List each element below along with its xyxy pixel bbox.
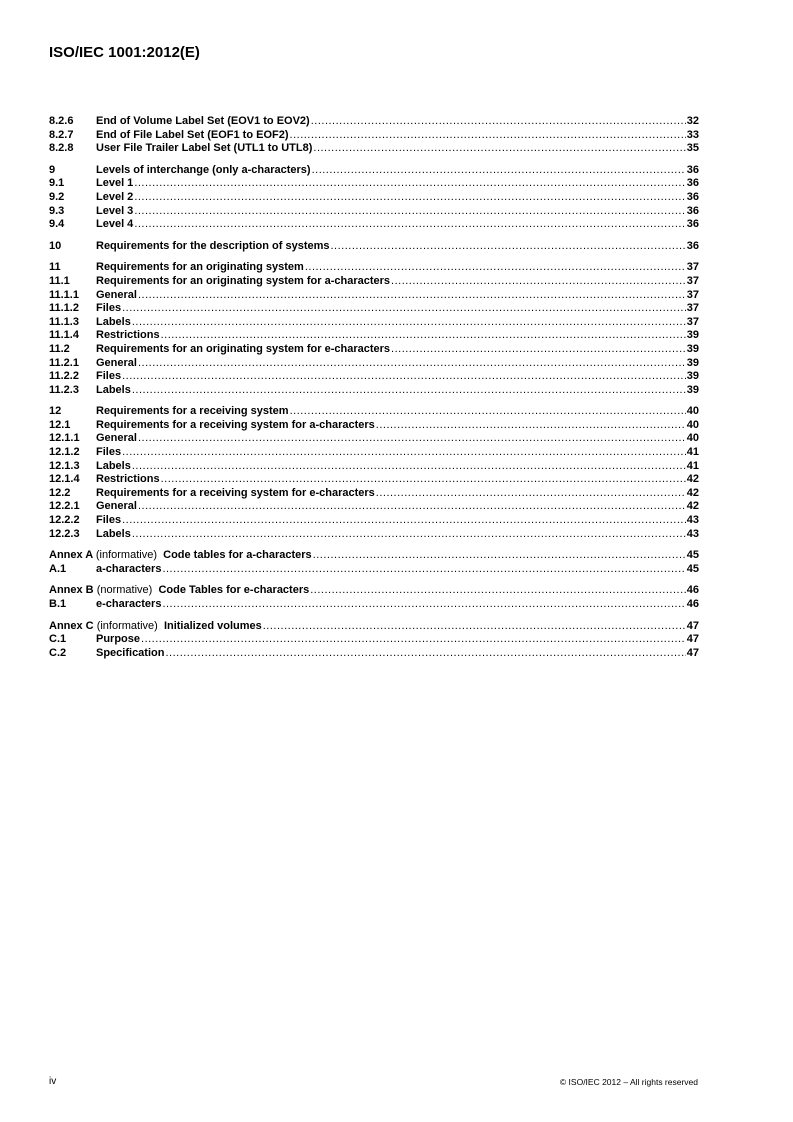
- toc-dot-leader: [391, 275, 686, 289]
- toc-entry-title: Labels: [96, 315, 131, 328]
- toc-dot-leader: [134, 218, 685, 232]
- toc-entry-number: 11.2.1: [49, 356, 79, 369]
- toc-entry-page: 41: [686, 446, 699, 459]
- toc-entry-number: 8.2.7: [49, 128, 74, 141]
- toc-entry-page: 45: [686, 562, 699, 575]
- toc-dot-leader: [161, 329, 686, 343]
- toc-entry-title: Labels: [96, 459, 131, 472]
- toc-entry-title: Code Tables for e-characters: [158, 584, 310, 597]
- toc-entry[interactable]: [49, 647, 699, 661]
- toc-dot-leader: [290, 129, 686, 143]
- toc-entry[interactable]: [49, 549, 699, 563]
- toc-entry-number: 11.1.2: [49, 302, 79, 315]
- toc-entry[interactable]: [49, 129, 699, 143]
- toc-dot-leader: [122, 370, 686, 384]
- toc-entry[interactable]: [49, 500, 699, 514]
- toc-entry-title: Initialized volumes: [163, 619, 262, 632]
- document-id-header: ISO/IEC 1001:2012(E): [49, 44, 200, 61]
- toc-entry-title: Restrictions: [96, 473, 160, 486]
- toc-entry-page: 37: [686, 261, 699, 274]
- toc-entry[interactable]: [49, 357, 699, 371]
- toc-entry-title: Requirements for an originating system: [96, 261, 304, 274]
- toc-entry-number: 9.1: [49, 177, 65, 190]
- toc-annex-title: [49, 584, 309, 598]
- toc-dot-leader: [134, 191, 685, 205]
- toc-entry-title: Labels: [96, 383, 131, 396]
- toc-dot-leader: [310, 584, 686, 598]
- toc-dot-leader: [162, 598, 685, 612]
- toc-entry-page: 42: [686, 486, 699, 499]
- toc-entry-title: Level 1: [96, 177, 134, 190]
- toc-entry-page: 36: [686, 163, 699, 176]
- toc-dot-leader: [391, 343, 686, 357]
- toc-entry-number: 8.2.8: [49, 142, 74, 155]
- toc-entry[interactable]: [49, 218, 699, 232]
- toc-dot-leader: [138, 500, 686, 514]
- toc-dot-leader: [312, 164, 686, 178]
- toc-entry-number: 8.2.6: [49, 115, 74, 127]
- toc-dot-leader: [331, 240, 686, 254]
- toc-entry-title: Files: [96, 514, 122, 527]
- toc-entry-title: Levels of interchange (only a-characters): [96, 163, 311, 176]
- toc-annex-title: [49, 549, 312, 563]
- toc-dot-leader: [263, 620, 686, 634]
- toc-entry-number: 12.1.3: [49, 459, 80, 472]
- toc-entry-page: 40: [686, 418, 699, 431]
- toc-entry-title: General: [96, 432, 137, 445]
- toc-entry-title: Files: [96, 446, 122, 459]
- toc-entry-page: 39: [686, 370, 699, 383]
- toc-entry-page: 37: [686, 302, 699, 315]
- toc-dot-leader: [138, 432, 686, 446]
- toc-dot-leader: [132, 528, 686, 542]
- toc-dot-leader: [376, 419, 686, 433]
- toc-entry-title: Restrictions: [96, 329, 160, 342]
- toc-entry-number: 9.2: [49, 190, 65, 203]
- toc-entry-page: 37: [686, 274, 699, 287]
- toc-dot-leader: [134, 205, 685, 219]
- toc-entry[interactable]: [49, 405, 699, 419]
- toc-dot-leader: [138, 357, 686, 371]
- toc-dot-leader: [132, 316, 686, 330]
- toc-entry[interactable]: [49, 329, 699, 343]
- toc-entry-page: 42: [686, 500, 699, 513]
- toc-entry[interactable]: [49, 261, 699, 275]
- toc-entry-page: 40: [686, 405, 699, 418]
- toc-entry-number: 11.2.2: [49, 370, 79, 383]
- toc-annex-label: Annex B: [49, 584, 94, 597]
- toc-entry[interactable]: [49, 598, 699, 612]
- toc-dot-leader: [313, 549, 686, 563]
- toc-entry-page: 47: [686, 619, 699, 632]
- toc-entry[interactable]: [49, 164, 699, 178]
- toc-entry-title: General: [96, 356, 137, 369]
- toc-entry-number: 11.2.3: [49, 383, 79, 396]
- toc-entry[interactable]: [49, 528, 699, 542]
- toc-dot-leader: [138, 289, 686, 303]
- toc-entry[interactable]: [49, 384, 699, 398]
- toc-entry-number: 11.2: [49, 342, 70, 355]
- toc-dot-leader: [141, 633, 686, 647]
- toc-entry-page: 36: [686, 204, 699, 217]
- toc-entry-title: Files: [96, 370, 122, 383]
- toc-entry-title: Requirements for the description of systems: [96, 239, 330, 252]
- table-of-contents: [49, 115, 699, 660]
- toc-entry-number: 12: [49, 405, 62, 418]
- toc-entry-number: 12.1.4: [49, 473, 80, 486]
- toc-entry-number: 12.1: [49, 418, 71, 431]
- toc-entry-title: Purpose: [96, 633, 141, 646]
- toc-dot-leader: [132, 384, 686, 398]
- toc-entry-number: 11.1.3: [49, 315, 79, 328]
- toc-annex-type: (informative): [95, 549, 157, 562]
- toc-dot-leader: [162, 563, 685, 577]
- toc-dot-leader: [122, 514, 686, 528]
- toc-entry-title: Level 4: [96, 218, 134, 231]
- toc-entry[interactable]: [49, 275, 699, 289]
- toc-entry-title: End of Volume Label Set (EOV1 to EOV2): [96, 115, 310, 127]
- toc-entry-title: Requirements for a receiving system: [96, 405, 289, 418]
- toc-annex-type: (informative): [96, 619, 158, 632]
- toc-entry-page: 43: [686, 527, 699, 540]
- toc-entry-title: e-characters: [96, 598, 162, 610]
- toc-entry[interactable]: [49, 370, 699, 384]
- toc-dot-leader: [122, 302, 686, 316]
- toc-entry-page: 36: [686, 239, 699, 252]
- toc-annex-title: [49, 620, 262, 634]
- footer-copyright: © ISO/IEC 2012 – All rights reserved: [559, 1077, 698, 1087]
- toc-entry-title: Code tables for a-characters: [163, 549, 312, 562]
- toc-entry[interactable]: [49, 633, 699, 647]
- toc-entry-number: 12.2.1: [49, 500, 80, 513]
- toc-entry[interactable]: [49, 460, 699, 474]
- toc-entry-number: 9.3: [49, 204, 65, 217]
- toc-entry-title: End of File Label Set (EOF1 to EOF2): [96, 128, 289, 141]
- toc-dot-leader: [290, 405, 686, 419]
- toc-entry[interactable]: [49, 514, 699, 528]
- toc-dot-leader: [376, 487, 686, 501]
- toc-entry-title: General: [96, 288, 137, 301]
- toc-entry-number: A.1: [49, 562, 67, 575]
- toc-entry[interactable]: [49, 432, 699, 446]
- toc-entry-number: 12.1.1: [49, 432, 80, 445]
- toc-entry-title: Specification: [96, 646, 165, 659]
- toc-entry-page: 39: [686, 329, 699, 342]
- toc-entry-title: Level 2: [96, 190, 134, 203]
- toc-entry-page: 32: [686, 115, 699, 127]
- toc-entry-page: 46: [686, 598, 699, 610]
- toc-entry-page: 47: [686, 633, 699, 646]
- toc-dot-leader: [305, 261, 686, 275]
- toc-entry-page: 39: [686, 342, 699, 355]
- toc-entry-title: Level 3: [96, 204, 134, 217]
- toc-entry-page: 42: [686, 473, 699, 486]
- toc-entry[interactable]: [49, 115, 699, 129]
- toc-entry-number: 9.4: [49, 218, 65, 231]
- toc-entry-number: 11.1.4: [49, 329, 79, 342]
- toc-entry[interactable]: [49, 563, 699, 577]
- toc-entry[interactable]: [49, 205, 699, 219]
- toc-entry-title: Files: [96, 302, 122, 315]
- toc-entry-number: 10: [49, 239, 62, 252]
- toc-entry-number: 12.2.2: [49, 514, 80, 527]
- toc-entry-title: a-characters: [96, 562, 162, 575]
- toc-entry-page: 36: [686, 177, 699, 190]
- toc-entry-title: Requirements for an originating system for e-characters: [96, 342, 391, 355]
- toc-entry-page: 43: [686, 514, 699, 527]
- toc-entry-page: 37: [686, 315, 699, 328]
- toc-annex-label: Annex C: [49, 619, 94, 632]
- toc-entry-page: 39: [686, 383, 699, 396]
- toc-entry[interactable]: [49, 289, 699, 303]
- toc-entry-page: 46: [686, 584, 699, 597]
- toc-entry[interactable]: [49, 419, 699, 433]
- toc-dot-leader: [134, 177, 685, 191]
- toc-entry-number: 12.1.2: [49, 446, 80, 459]
- toc-entry[interactable]: [49, 302, 699, 316]
- toc-annex-label: Annex A: [49, 549, 93, 562]
- toc-entry-page: 40: [686, 432, 699, 445]
- toc-entry-page: 45: [686, 549, 699, 562]
- toc-entry[interactable]: [49, 487, 699, 501]
- toc-entry-title: Requirements for a receiving system for e-characters: [96, 486, 375, 499]
- toc-dot-leader: [165, 647, 685, 661]
- toc-entry-page: 39: [686, 356, 699, 369]
- toc-entry-page: 37: [686, 288, 699, 301]
- toc-entry-title: User File Trailer Label Set (UTL1 to UTL8): [96, 142, 313, 155]
- toc-entry-page: 36: [686, 218, 699, 231]
- toc-entry[interactable]: [49, 473, 699, 487]
- toc-entry-number: 11.1.1: [49, 288, 79, 301]
- toc-entry-number: B.1: [49, 598, 67, 610]
- toc-entry[interactable]: [49, 343, 699, 357]
- toc-entry[interactable]: [49, 316, 699, 330]
- toc-entry-page: 33: [686, 128, 699, 141]
- toc-entry-page: 35: [686, 142, 699, 155]
- toc-dot-leader: [313, 142, 685, 156]
- toc-entry-page: 47: [686, 646, 699, 659]
- toc-dot-leader: [311, 115, 686, 129]
- toc-entry-title: Labels: [96, 527, 131, 540]
- toc-entry-title: Requirements for an originating system for a-characters: [96, 274, 391, 287]
- toc-entry-page: 36: [686, 190, 699, 203]
- toc-entry[interactable]: [49, 620, 699, 634]
- toc-entry[interactable]: [49, 446, 699, 460]
- toc-entry-number: 12.2: [49, 486, 71, 499]
- toc-entry[interactable]: [49, 584, 699, 598]
- toc-entry-number: C.2: [49, 646, 67, 659]
- toc-entry[interactable]: [49, 142, 699, 156]
- footer-page-number: iv: [49, 1076, 57, 1087]
- toc-dot-leader: [122, 446, 686, 460]
- toc-entry[interactable]: [49, 191, 699, 205]
- toc-entry-title: General: [96, 500, 137, 513]
- toc-entry[interactable]: [49, 240, 699, 254]
- toc-entry-number: 9: [49, 163, 56, 176]
- toc-entry-title: Requirements for a receiving system for a-characters: [96, 418, 375, 431]
- toc-entry-number: C.1: [49, 633, 67, 646]
- toc-entry-number: 11.1: [49, 274, 70, 287]
- toc-entry-number: 12.2.3: [49, 527, 80, 540]
- toc-dot-leader: [132, 460, 686, 474]
- toc-dot-leader: [161, 473, 686, 487]
- toc-entry-page: 41: [686, 459, 699, 472]
- toc-entry-number: 11: [49, 261, 61, 274]
- toc-entry[interactable]: [49, 177, 699, 191]
- toc-annex-type: (normative): [96, 584, 153, 597]
